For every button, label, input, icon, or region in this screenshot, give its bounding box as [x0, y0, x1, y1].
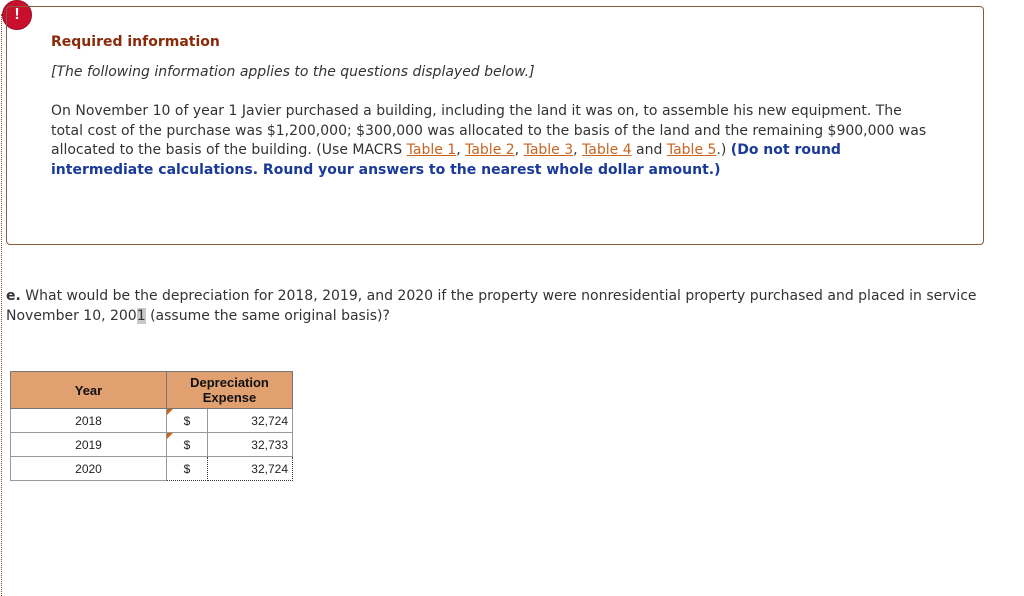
currency-cell	[167, 409, 208, 433]
table-row	[11, 457, 293, 481]
currency-symbol: $	[183, 413, 191, 428]
year-cell: 2018	[11, 409, 167, 433]
amount-input[interactable]: 32,724	[208, 457, 293, 481]
separator: ,	[573, 142, 583, 158]
year-cell: 2019	[11, 433, 167, 457]
left-margin-rule	[1, 14, 2, 596]
currency-symbol: $	[183, 437, 191, 452]
currency-cell	[167, 457, 208, 481]
separator: ,	[514, 142, 524, 158]
question-text-end: (assume the same original basis)?	[145, 307, 390, 324]
table-row	[11, 433, 293, 457]
info-subtitle: [The following information applies to the questions displayed below.]	[51, 64, 535, 80]
currency-cell	[167, 433, 208, 457]
header-year: Year	[11, 372, 167, 409]
info-paragraph	[51, 102, 931, 180]
question-label: e.	[6, 288, 21, 304]
flag-icon	[167, 409, 173, 415]
info-title: Required information	[51, 34, 220, 50]
text-selection: 1	[136, 307, 146, 324]
depreciation-table	[10, 371, 293, 481]
header-depreciation-expense: Depreciation Expense	[167, 372, 293, 409]
rounding-note: (Do not round intermediate calculations. Round your answers to the nearest whole dollar amount.)	[51, 142, 841, 178]
separator: and	[631, 142, 667, 158]
amount-input[interactable]: 32,733	[208, 433, 293, 457]
link-table-3[interactable]: Table 3	[523, 142, 574, 158]
alert-icon: !	[2, 0, 32, 30]
question-text: What would be the depreciation for 2018, 2019, and 2020 if the property were nonresidential property purchased and placed in service November 10, 200	[6, 288, 977, 324]
amount-input[interactable]: 32,724	[208, 409, 293, 433]
table-row	[11, 409, 293, 433]
flag-icon	[167, 433, 173, 439]
year-cell: 2020	[11, 457, 167, 481]
table-header-row	[11, 372, 293, 409]
link-table-2[interactable]: Table 2	[465, 142, 515, 158]
link-table-4[interactable]: Table 4	[582, 142, 632, 158]
info-text-end: .)	[716, 142, 731, 158]
info-text: On November 10 of year 1 Javier purchased a building, including the land it was on, to assemble his new equipment. The total cost of the purchase was $1,200,000; $300,000 was allocated to the basis of the land and the remaining $900,000 was allocated to the basis of the building. (Use MACRS	[51, 103, 927, 158]
link-table-5[interactable]: Table 5	[666, 142, 717, 158]
link-table-1[interactable]: Table 1	[406, 142, 457, 158]
currency-symbol: $	[183, 461, 191, 476]
separator: ,	[456, 142, 466, 158]
question-e	[6, 287, 996, 326]
